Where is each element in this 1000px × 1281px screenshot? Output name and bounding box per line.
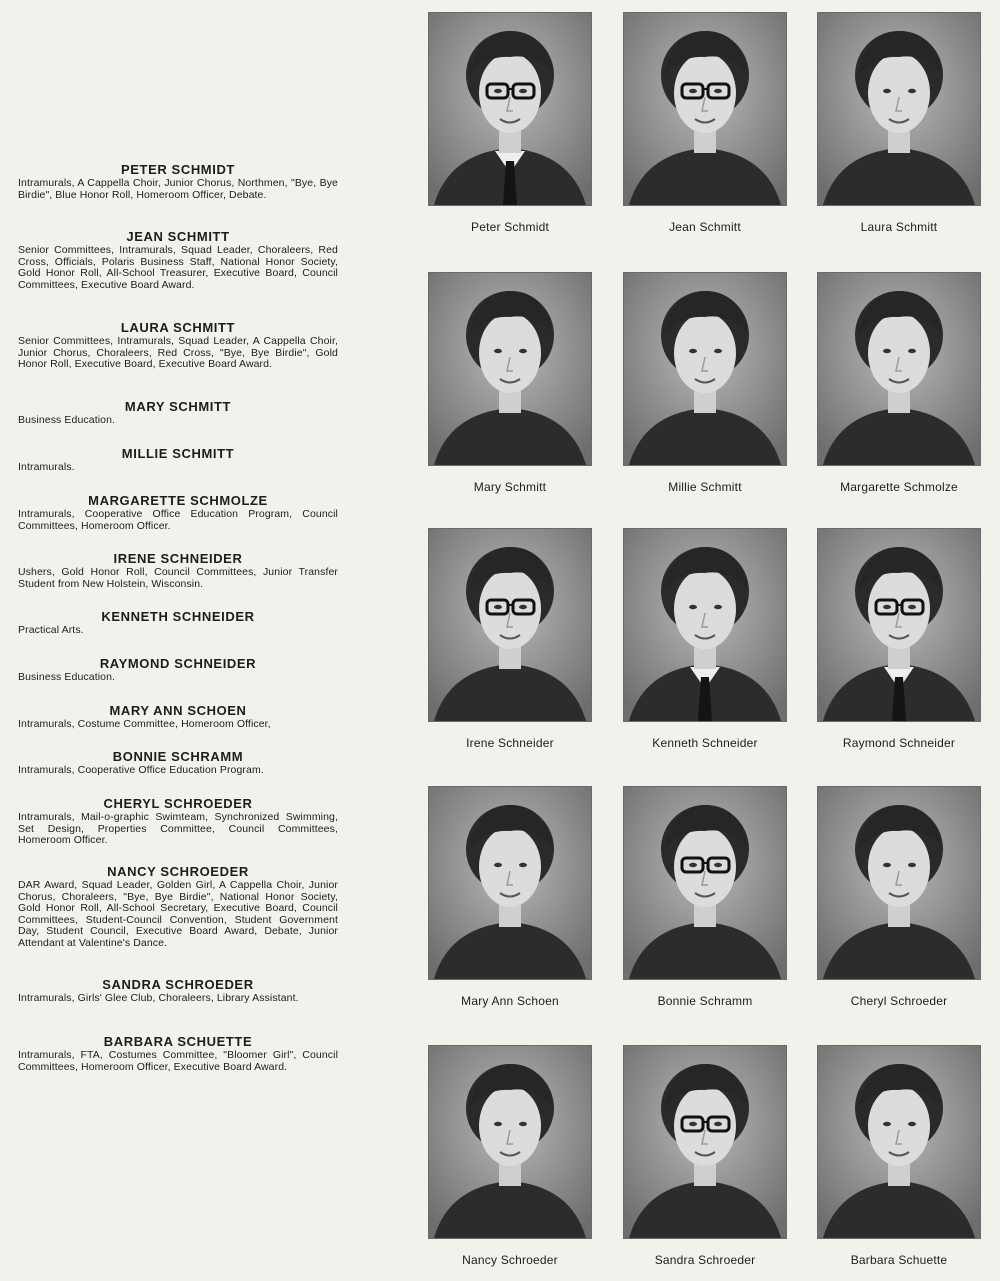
portrait-card bbox=[623, 786, 787, 1008]
bio-name: MARY ANN SCHOEN bbox=[109, 703, 247, 718]
portrait-photo bbox=[817, 528, 981, 722]
portrait-caption: Laura Schmitt bbox=[860, 220, 938, 234]
portrait-card bbox=[428, 272, 592, 494]
portrait-card bbox=[817, 786, 981, 1008]
bio-name: MARY SCHMITT bbox=[124, 399, 232, 414]
bio-activities: Intramurals, A Cappella Choir, Junior Chorus, Northmen, "Bye, Bye Birdie", Blue Honor Roll, Homeroom Officer, Debate. bbox=[18, 177, 338, 201]
bio-name: IRENE SCHNEIDER bbox=[113, 551, 243, 566]
bio-activities: Intramurals, Cooperative Office Education Program. bbox=[18, 764, 264, 776]
bio-activities: Ushers, Gold Honor Roll, Council Committees, Junior Transfer Student from New Holstein, Wisconsin. bbox=[18, 566, 338, 590]
bio-activities: Senior Committees, Intramurals, Squad Leader, A Cappella Choir, Junior Chorus, Choraleers, Red Cross, "Bye, Bye Birdie", Gold Honor Roll, Executive Board, Executive Board Award. bbox=[18, 335, 338, 370]
portrait-photo bbox=[623, 786, 787, 980]
portrait-caption: Mary Schmitt bbox=[473, 480, 547, 494]
portrait-photo bbox=[428, 12, 592, 206]
bio-activities: DAR Award, Squad Leader, Golden Girl, A Cappella Choir, Junior Chorus, Choraleers, "Bye, Bye Birdie", National Honor Society, Gold Honor Roll, All-School Secretary, Executive Board, Council Committees, Student-Council Convention, Student Government Day, Student Council, Executive Board Award, Debate, Junior Attendant at Valentine's Dance. bbox=[18, 879, 338, 949]
bio-activities: Business Education. bbox=[18, 671, 116, 683]
portrait-card bbox=[428, 786, 592, 1008]
portrait-caption: Sandra Schroeder bbox=[654, 1253, 756, 1267]
portrait-caption: Kenneth Schneider bbox=[652, 736, 758, 750]
bio-activities: Practical Arts. bbox=[18, 624, 84, 636]
bio-name: NANCY SCHROEDER bbox=[107, 864, 249, 879]
portrait-caption: Barbara Schuette bbox=[850, 1253, 948, 1267]
portrait-photo bbox=[817, 1045, 981, 1239]
portrait-photo bbox=[428, 528, 592, 722]
bio-activities: Intramurals, Girls' Glee Club, Choraleers, Library Assistant. bbox=[18, 992, 299, 1004]
portrait-caption: Jean Schmitt bbox=[669, 220, 741, 234]
portrait-caption: Millie Schmitt bbox=[668, 480, 742, 494]
portrait-card bbox=[623, 1045, 787, 1267]
bio-name: KENNETH SCHNEIDER bbox=[101, 609, 255, 624]
portrait-photo bbox=[817, 786, 981, 980]
portrait-caption: Margarette Schmolze bbox=[840, 480, 958, 494]
portrait-card bbox=[623, 12, 787, 234]
portrait-card bbox=[817, 12, 981, 234]
portrait-caption: Nancy Schroeder bbox=[462, 1253, 558, 1267]
portrait-card bbox=[623, 528, 787, 750]
bio-activities: Intramurals, FTA, Costumes Committee, "Bloomer Girl", Council Committees, Homeroom Officer, Executive Board Award. bbox=[18, 1049, 338, 1073]
portrait-card bbox=[428, 1045, 592, 1267]
portrait-photo bbox=[817, 12, 981, 206]
portrait-caption: Bonnie Schramm bbox=[657, 994, 753, 1008]
portrait-caption: Peter Schmidt bbox=[471, 220, 549, 234]
bio-name: CHERYL SCHROEDER bbox=[103, 796, 253, 811]
portrait-caption: Mary Ann Schoen bbox=[461, 994, 559, 1008]
portrait-photo bbox=[623, 272, 787, 466]
portrait-caption: Irene Schneider bbox=[466, 736, 554, 750]
bio-name: BARBARA SCHUETTE bbox=[103, 1034, 253, 1049]
bio-name: MARGARETTE SCHMOLZE bbox=[88, 493, 268, 508]
portrait-photo bbox=[428, 272, 592, 466]
portrait-card bbox=[428, 528, 592, 750]
bio-name: MILLIE SCHMITT bbox=[121, 446, 235, 461]
portrait-photo bbox=[428, 1045, 592, 1239]
bio-activities: Intramurals, Mail-o-graphic Swimteam, Synchronized Swimming, Set Design, Properties Committee, Council Committees, Homeroom Officer. bbox=[18, 811, 338, 846]
bio-name: LAURA SCHMITT bbox=[120, 320, 236, 335]
portrait-card bbox=[623, 272, 787, 494]
portrait-caption: Raymond Schneider bbox=[842, 736, 956, 750]
bio-activities: Intramurals, Costume Committee, Homeroom Officer, bbox=[18, 718, 271, 730]
bio-name: JEAN SCHMITT bbox=[126, 229, 230, 244]
portrait-card bbox=[817, 1045, 981, 1267]
portrait-card bbox=[817, 528, 981, 750]
portrait-photo bbox=[623, 1045, 787, 1239]
portrait-photo bbox=[428, 786, 592, 980]
bio-name: SANDRA SCHROEDER bbox=[102, 977, 254, 992]
bio-name: RAYMOND SCHNEIDER bbox=[99, 656, 257, 671]
portrait-photo bbox=[817, 272, 981, 466]
bio-activities: Business Education. bbox=[18, 414, 116, 426]
portrait-photo bbox=[623, 12, 787, 206]
portrait-card bbox=[817, 272, 981, 494]
portrait-card bbox=[428, 12, 592, 234]
portrait-photo bbox=[623, 528, 787, 722]
bio-activities: Intramurals. bbox=[18, 461, 75, 473]
bio-activities: Intramurals, Cooperative Office Education Program, Council Committees, Homeroom Officer. bbox=[18, 508, 338, 532]
bio-activities: Senior Committees, Intramurals, Squad Leader, Choraleers, Red Cross, Officials, Polaris Business Staff, National Honor Society, Gold Honor Roll, All-School Treasurer, Executive Board, Council Committees, Executive Board Award. bbox=[18, 244, 338, 291]
bio-name: BONNIE SCHRAMM bbox=[112, 749, 244, 764]
bio-name: PETER SCHMIDT bbox=[121, 162, 235, 177]
portrait-caption: Cheryl Schroeder bbox=[850, 994, 948, 1008]
